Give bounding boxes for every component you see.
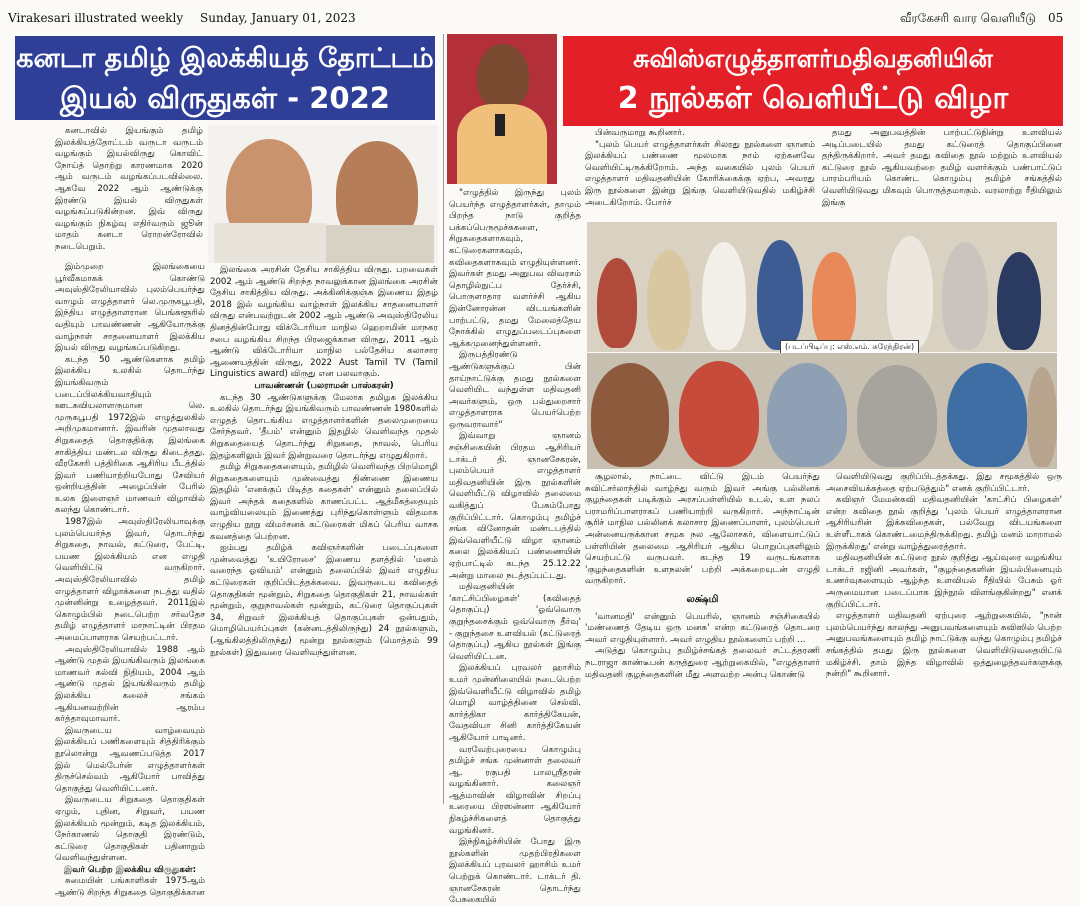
paragraph: இவருடைய சிறுகதை தொகுதிகள் ஏழும், புதின, சிறுவர், பயண இலக்கியம் மூன்றும், கடித இலக்கியம், நேர்காணல் தொகுதி இரண்டும், கட்டுரை தொகுதிகள் பதினாறும் வெளிவந்துள்ளன.	[55, 795, 205, 864]
paragraph: மதிவதனியின் 'காட்சிப்பிழைகள்' (கவிதைத் தொகுப்பு) 'ஓவ்வொரு குறுந்தசைக்கும் ஒவ்வொரு தீர்வு' - குறுந்தசை உளவியல் (கட்டுரைத் தொகுப்பு) ஆகிய நூல்கள் இங்கு வெளியிட்டன.	[449, 582, 581, 662]
left-article-title	[15, 36, 435, 120]
person	[997, 252, 1041, 350]
microphone-icon	[495, 114, 505, 136]
person	[942, 242, 988, 350]
right-article-col-mid	[585, 472, 820, 806]
byline-lakshmi: லக்ஷ்மி	[686, 593, 719, 605]
event-photo-book-release	[587, 222, 1057, 352]
paragraph: ஐம்பது தமிழ்க் கவிஞர்களின் படைப்புகளை முன்வைத்து 'உயிரோசை' இணைய தளத்தில் 'மனம் வரைந்த ஓவியம்' என்னும் தலைப்பில் இவர் எழுதிய கட்டுரைகள் குறிப்பிடத்தக்கவை. இவருடைய கவிதைத் தொகுதிகள் மூன்றும், சிறுகதை தொகுதிகள் 21, நாவல்கள் மூன்றும், குறுநாவல்கள் மூன்றும், கட்டுரை தொகுப்புகள் 34, சிறுவர் இலக்கியத் தொகுப்புகள் ஒன்பதும், மொழிபெயர்ப்புகள் (கன்னடத்திலிருந்து) 24 நூல்களும், (ஆங்கிலத்திலிருந்து) மூன்று நூல்களும் (மொத்தம் 99 நூல்கள்) இதுவரை வெளிவந்துள்ளன.	[210, 543, 438, 658]
paragraph: வரவேற்புரையை கொழும்பு தமிழ்ச் சங்க முன்னாள் தலைவர் ஆ. ரகுபதி பாலஸ்ரீதரன் வழங்கினார். கலைஞர் ஆத்மாவின் விழாவின் சிறப்பு உரையை பிரஸன்னா ஆகியோர் நிகழ்ச்சிகளைத் தொகுத்து வழங்கினர்.	[449, 744, 581, 836]
paragraph: வெளியிடுவது குறிப்பிடத்தக்கது. இது சமூகத்தில் ஒரு அசைவியக்கத்தை ஏற்படுத்தும்" எனக் குறிப்பிட்டார்.	[826, 472, 1062, 494]
paragraph: இவ்வாறு ஞானம் சஞ்சிகையின் பிரதம ஆசிரியர் டாக்டர் தி. ஞானசேகரன், புலம்பெயர் எழுத்தாளர் மதிவதனியின் இரு நூல்களின் வெளியீட்டு விழாவில் தலைமை வகித்துப் பேசும்போது குறிப்பிட்டார். கொழும்பு தமிழ்ச் சங்க வினோதன் மண்டபத்தில் இவ்வெளியீட்டு விழா ஞானம் கலை இலக்கியப் பண்ணையின் ஏற்பாட்டில் கடந்த 25.12.22 அன்று மாலை நடத்தப்பட்டது.	[449, 431, 581, 581]
paragraph: கடந்த 50 ஆண்டுகளாக தமிழ் இலக்கிய உலகில் தொடர்ந்து இயங்கிவரும் படைப்பிலக்கியவாதியும் ஊடகவியலாளருமான லெ. முருகபூபதி 1972இல் எழுத்துலகில் அறிமுகமானார். இவரின் முதலாவது சிறுகதைத் தொகுதிக்கு இலங்கை சாகித்திய மண்டல விருது கிடைத்தது. வீரகேசரி பத்திரிகை ஆசிரிய பீடத்தில் இவர் பணியாற்றியபோது சேவியர் ஒன்றியத்தின் அழைப்பின் பேரில் உலக இளைஞர் மாணவர் விழாவில் கலந்து கொண்டார்.	[55, 354, 205, 516]
paragraph: தமது அனுபவத்தின் பாற்பட்டுநின்று உளவியல் அடிப்படையில் தமது கட்டுரைத் தொகுப்பினை தந்திருக்கிறார். அவர் தமது கவிதை நூல் மற்றும் உளவியல் கட்டுரை நூல் ஆகியவற்றை தமிழ் வளர்க்கும் பண்பாட்டுப் பாரம்பரியம் கொண்ட கொழும்பு தமிழ்ச் சங்கத்தில் வெளியிடுவது மிகவும் பொருத்தமாகும். வரலாற்று ரீதியிலும் இங்கு	[822, 128, 1062, 208]
left-intro-text	[55, 126, 203, 264]
publication-name: Virakesari illustrated weekly	[8, 11, 184, 25]
awards-subheading: இவர் பெற்ற இலக்கிய விருதுகள்:	[63, 864, 197, 875]
left-article-col2	[210, 265, 438, 805]
column-divider	[443, 34, 444, 804]
right-article-col3-top	[822, 128, 1062, 220]
person	[591, 363, 669, 467]
event-photo-guests	[587, 353, 1057, 469]
paragraph: இந்நிகழ்ச்சியின் போது இரு நூல்களின் முதற்பிரதிகளை இலக்கியப் புரவலர் ஹாசிம் உமர் பெற்றுக் கொண்டார். டாக்டர் தி. ஞானசேகரன் தொடர்ந்து பேசுகையில்	[449, 837, 581, 906]
person	[812, 252, 856, 350]
paragraph: மதிவதனியின் கட்டுரை நூல் குறித்து ஆய்வுரை வழங்கிய டாக்டர் ரஜினி அவர்கள், "குழந்தைகளின் இயல்பினையும் உணர்வுகளையும் ஆழ்ந்த உளவியல் ரீதியில் பேசும் ஓர் அருமையான படைப்பாக இந்நூல் விளங்குகின்றது" எனக் குறிப்பிட்டார்.	[826, 553, 1062, 610]
award-winners-photo	[208, 125, 438, 263]
person	[767, 363, 847, 467]
paragraph: இருபத்திரண்டு ஆண்டுகளுக்குப் பின் தாய்நாட்டுக்கு தமது நூல்களை வெளியிட வந்துள்ள மதிவதனி அவர்களும், ஒரு பல்துறைசார் எழுத்தாளராக பெயர்பெற்ற ஒருவராவார்"	[449, 350, 581, 430]
paragraph: கவிஞர் மேமன்கவி மதிவதனியின் 'காட்சிப் பிழைகள்' என்ற கவிதை நூல் குறித்து 'புலம் பெயர் எழுத்தாளரான ஆசிரியரின் இக்கவிதைகள், பல்வேறு விடயங்களை உள்ளீடாகக் கொண்டமைந்திருக்கிறது. தமிழ் மனம் மாறாமல் இருக்கிறது' என்று வாழ்த்துரைத்தார்.	[826, 495, 1062, 552]
issue-date: Sunday, January 01, 2023	[200, 11, 356, 25]
left-article-col1	[55, 262, 205, 899]
paragraph: இலங்கை அரசின் தேசிய சாகித்திய விருது. பறவைகள் 2002 ஆம் ஆண்டு சிறந்த நாவலுக்கான இலங்கை அரசின் தேசிய சாகித்திய விருது. அக்கினிக்குஞ்சு இணைய இதழ் 2018 இல் வழங்கிய வாழ்நாள் இலக்கிய சாதனையாளர் விருது என்பவற்றுடன் 2002 ஆம் ஆண்டு அவுஸ்திரேலிய தினத்தின்போது விக்டோரியா மாநில ஹெறாமின் மாநகர சபை வழங்கிய சிறந்த பிரஜைக்கான விருது, 2011 ஆம் ஆண்டு விக்டோரியா மாநில பல்தேசிய கலாசார ஆணையத்தின் விருது, 2022 Aust Tamil TV (Tamil Linguistics award) விருது என பலவாகும்.	[210, 265, 438, 380]
paragraph: அவுஸ்திரேலியாவில் 1988 ஆம் ஆண்டு முதல் இயங்கிவரும் இலங்கை மாணவர் கல்வி நிதியம், 2004 ஆம் ஆண்டு முதல் இயங்கிவரும் தமிழ் இலக்கிய கலைச் சங்கம் ஆகியனவற்றின் ஆரம்ப கர்த்தாவுமாவார்.	[55, 644, 205, 725]
paragraph: பின்வருமாறு கூறினார்.	[595, 128, 685, 138]
paragraph: கடந்த 30 ஆண்டுகளுக்கு மேலாக தமிழக இலக்கிய உலகில் தொடர்ந்து இயங்கிவரும் பாவண்ணன் 1980களில் எழுதத் தொடங்கிய எழுத்தாளர்களின் தலைமுறையை சேர்ந்தவர். 'தீபம்' என்னும் இதழில் வெளிவந்த முதல் சிறுகதையைத் தொடர்ந்து சிறுகதை, நாவல், பெரிய இதழ்களிலும் இவர் இன்றுவரை தொடர்ந்து எழுதுகிறார்.	[210, 392, 438, 461]
person	[1027, 367, 1057, 467]
right-title-line1: சுவிஸ்எழுத்தாளர்மதிவதனியின்	[633, 44, 993, 73]
page-header	[0, 0, 1080, 30]
paragraph: தமிழ் சிறுகதைகளையும், தமிழில் வெளிவந்த பிறமொழி சிறுகதைகளையும் முன்வைத்து திண்ணை இணைய இதழில் 'எனக்குப் பிடித்த கதைகள்' என்னும் தலைப்பில் இவர் அந்தக் கதைகளில் காணப்பட்ட ஆத்மீகத்தையும் வாழ்வியலையும் இணைத்து புரிந்துகொள்ளும் விதமாக எழுதிய நூறு விமர்சனக் கட்டுரைகள் மிகப் பெரிய வாசக கவனத்தை பெற்றன.	[210, 462, 438, 542]
person	[947, 363, 1027, 467]
paragraph: "எழுத்தில் இருந்து புலம் பெயர்ந்த எழுத்தாளர்கள், தாமும் பிறந்த நாடு குறித்த பக்கப்பெருமூச்சுகளை, சிறுகதைகளாகவும், கட்டுரைகளாகவும், கவிதைகளாகவும் எழுதியுள்ளனர். இவர்கள் தமது அனுபவ விவரசம் தொழில்நுட்ப தேர்ச்சி, பொருளாதார வளர்ச்சி ஆகிய இன்னோரன்ன விடயங்களின் பாற்பட்டு, தமது மேலைத்தேய நோக்கில் எழுதுப்படைப்புகளை ஆக்கமுனைந்துள்ளனர்.	[449, 188, 581, 349]
intro-paragraph: கனடாவில் இயங்கும் தமிழ் இலக்கியத்தோட்டம் வருடா வருடம் வழங்கும் இயல்விருது கொவிட் நோய்த் தொற்று காரணமாக 2020 ஆம் வருடம் வழங்கப்படவில்லை. ஆகவே 2022 ஆம் ஆண்டுக்கு இரண்டு இயல் விருதுகள் வழங்கப்படுகின்றன. இவ் விருது வழங்கும் நிகழ்வு எதிர்வரும் ஜூன் மாதம் கனடா ரொறன்ரோவில் நடைபெறும்.	[55, 126, 203, 252]
left-title-line1: கனடா தமிழ் இலக்கியத் தோட்டம்	[16, 43, 434, 74]
paragraph: சூழலால், நாட்டை விட்டு இடம் பெயர்ந்து சுவிட்சர்லாந்தில் வாழ்ந்து வரும் இவர் அங்கு பல்லினக் குழந்தைகள் படிக்கும் அரசப்பள்ளியில் உடல், உள நலப் பராமரிப்பாளராகப் பணியாற்றி வருகிறார். அந்நாட்டின் சூரிச் மாநில பல்லினக் கலாசார இணைப்பாளர், புலம்பெயர் அன்னையருக்கான சமூக நல ஆலோசகர், விளையாட்டுப் பள்ளியின் தலைமை ஆசிரியர் ஆகிய பொறுப்புகளிலும் செயற்பட்டு வருபவர். கடந்த 19 வருடங்களாக 'குழந்தைகளின் உளநலன்' பற்றி அக்கறையுடன் எழுதி வருகிறார்.	[585, 472, 820, 587]
person	[647, 250, 691, 350]
speaker-head	[477, 44, 529, 108]
paragraph: இவருடைய வாழ்வையும் இலக்கியப் பணிகளையும் சித்திரிக்கும் நூலொன்று ஆவணப்படுத்த 2017 இல் மெல்பேர்ன் எழுத்தாளர்கள் திருச்செல்வம் ஆகியோர் பாவித்து தொகுத்து வெளியிட்டனர்.	[55, 725, 205, 794]
paragraph: அடுத்து கொழும்பு தமிழ்ச்சங்கத் தலைவர் சட்டத்தரணி நடராஜா காண்டீபன் கருத்துரை ஆற்றுகையில், "எழுத்தாளர் மதிவதனி குழந்தைகளின் மீது அளவற்ற அன்பு கொண்டு	[585, 646, 820, 680]
paragraph: எழுத்தாளர் மதிவதனி ஏற்புரை ஆற்றுகையில், "நான் புலம்பெயர்ந்து காலந்து அனுபவங்களையும் சுவிஸில் பெற்ற அனுபவங்களையும் தமிழ் நாட்டுக்கு வந்து கொழும்பு தமிழ்ச் சங்கத்தில் தமது இரு நூல்களை வெளியிடுவதையிட்டு மகிழ்ச்சி. தாம் இந்த விழாவில் ஒத்துழைத்தவர்களுக்கு நன்றி" கூறினார்.	[826, 611, 1062, 680]
right-article-col1	[449, 188, 581, 906]
paavannan-subheading: பாவண்ணன் (பலராமன் பாஸ்கரன்)	[254, 380, 394, 391]
portrait-shirt	[214, 223, 326, 263]
right-article-title	[563, 36, 1063, 126]
right-article-col-right	[826, 472, 1062, 806]
paragraph: "புலம் பெயர் எழுத்தாளர்கள் சிலரது நூல்களை ஞானம் இலக்கியப் பண்ணை மூலமாக நாம் ஏற்கனவே வெளியிட்டிருக்கிறோம். அந்த வகையில் புலம் பெயர் எழுத்தாளர் மதிவதனியின் கோரிக்கைக்கு ஏற்ப, அவரது இரு நூல்களை இன்று இங்கு வெளியிடுவதில் மகிழ்ச்சி அடைகிறோம். போர்ச்	[585, 139, 815, 208]
speaker-photo	[447, 34, 557, 184]
right-title-line2: 2 நூல்கள் வெளியீட்டு விழா	[617, 81, 1009, 116]
person	[757, 240, 803, 350]
person	[679, 361, 759, 467]
paragraph: இலக்கியப் புரவலர் ஹாசிம் உமர் முன்னிலையில் நடைபெற்ற இவ்வெளியீட்டு விழாவில் தமிழ் மொழி வாழ்த்தினை செல்வி. கார்த்திகா கார்த்திகேயன், வேதவியா சினி கார்த்திகேயன் ஆகியோர் பாடினர்.	[449, 663, 581, 743]
person	[887, 236, 933, 350]
person	[857, 365, 937, 467]
header-title: வீரகேசரி வார வெளியீடு	[900, 11, 1036, 25]
paragraph: 'வானமதி' என்னும் பெயரில், ஞானம் சஞ்சிகையில் 'மண்ணைத் தேடிய ஒரு மனசு' என்ற கட்டுரைத் தொடரை அவர் எழுதியுள்ளார். அவர் எழுதிய நூல்களைப் பற்றி ...	[585, 611, 820, 645]
page-number: 05	[1048, 11, 1064, 25]
paragraph: சுமையின் பங்காளிகள் 1975ஆம் ஆண்டு சிறந்த சிறுகதை தொகுதிக்கான	[55, 876, 205, 899]
left-title-line2: இயல் விருதுகள் - 2022	[60, 81, 390, 115]
paragraph: 1987இல் அவுஸ்திரேலியாவுக்கு புலம்பெயர்ந்த இவர், தொடர்ந்து சிறுகதை, நாவல், கட்டுரை, பேட்டி, பயண இலக்கியம் என எழுதி வெளியிட்டு வருகிறார். அவுஸ்திரேலியாவில் தமிழ் எழுத்தாளர் விழாக்களை நடத்து வதில் முன்னின்று உழைத்தவர். 2011இல் கொழும்பில் நடைபெற்ற சர்வதேச தமிழ் எழுத்தாளர் மாநாட்டின் பிரதம அமைப்பாளராக செயற்பட்டார்.	[55, 517, 205, 643]
paragraph: இம்முறை இலங்கையை பூர்வீகமாகக் கொண்டு அவுஸ்திரேலியாவில் புலம்பெயர்ந்து வாழும் எழுத்தாளர் லெ.முருகபூபதி, இந்திய எழுத்தாளரான பெங்களூரில் வதியும் பாவண்ணன் ஆகியோருக்கு வாழ்நாள் சாதனையாளர் இலக்கிய இயல் விருது வழங்கப்படுகிறது.	[55, 262, 205, 354]
person	[597, 258, 637, 348]
portrait-shirt-2	[326, 225, 434, 263]
right-article-col2-top	[585, 128, 815, 220]
photo-credit: (படப்பிடிப்பு: எஸ்.எம். சுரேந்திரன்)	[780, 340, 919, 354]
person	[702, 242, 746, 350]
